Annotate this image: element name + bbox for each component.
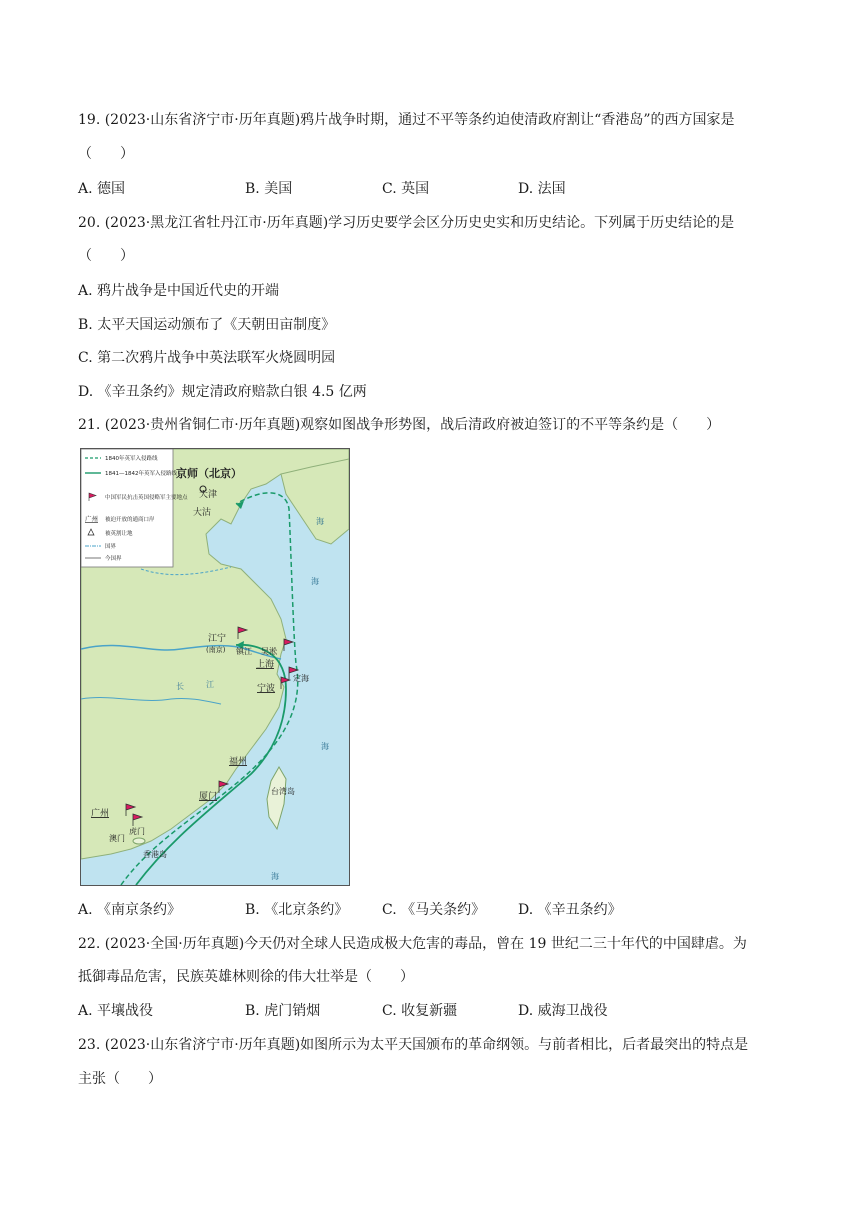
label-taiwan: 台湾岛 xyxy=(271,787,295,796)
legend-item-2: 1841—1842年英军入侵路线 xyxy=(105,471,177,477)
q23-stem-line1: 23. (2023·山东省济宁市·历年真题)如图所示为太平天国颁布的革命纲领。与前者相比，后者最突出的特点是 xyxy=(78,1037,749,1053)
river-char-1: 长 xyxy=(176,682,184,691)
label-jingshi: 京师（北京） xyxy=(176,467,242,480)
q19-option-d: D. 法国 xyxy=(518,181,566,197)
sea-label-1: 海 xyxy=(316,517,324,526)
q19-option-b: B. 美国 xyxy=(245,181,293,197)
war-situation-map xyxy=(80,448,350,886)
q20-paren: （ ） xyxy=(78,248,134,264)
label-xiamen: 厦门 xyxy=(199,792,218,802)
q22-option-a: A. 平壤战役 xyxy=(78,1003,154,1019)
q22-stem-line1: 22. (2023·全国·历年真题)今天仍对全球人民造成极大危害的毒品，曾在 19 世纪二三十年代的中国肆虐。为 xyxy=(78,936,747,952)
q19-option-c: C. 英国 xyxy=(382,181,430,197)
label-dagu: 大沽 xyxy=(193,508,212,518)
sea-label-3: 海 xyxy=(321,742,329,751)
legend-item-5: 被英割让地 xyxy=(105,531,133,537)
q20-stem: 20. (2023·黑龙江省牡丹江市·历年真题)学习历史要学会区分历史史实和历史结论。下列属于历史结论的是 xyxy=(78,215,735,231)
river-char-2: 江 xyxy=(206,680,214,689)
q21-stem: 21. (2023·贵州省铜仁市·历年真题)观察如图战争形势图，战后清政府被迫签订的不平等条约是（ ） xyxy=(78,417,721,433)
q19-option-a: A. 德国 xyxy=(78,181,126,197)
label-dinghai: 定海 xyxy=(293,674,309,683)
label-hongkong: 香港岛 xyxy=(143,850,167,859)
legend-item-1: 1840年英军入侵路线 xyxy=(105,456,158,462)
label-tianjin: 天津 xyxy=(199,490,218,500)
q21-option-a: A. 《南京条约》 xyxy=(78,902,182,918)
label-wusong: 吴淞 xyxy=(261,647,277,656)
q19-paren: （ ） xyxy=(78,146,134,162)
label-macau: 澳门 xyxy=(109,834,125,843)
map-land-northeast xyxy=(281,459,349,544)
label-shanghai: 上海 xyxy=(256,660,275,670)
label-nanjing-note: (南京) xyxy=(206,646,226,654)
q19-stem: 19. (2023·山东省济宁市·历年真题)鸦片战争时期，通过不平等条约迫使清政府割让“香港岛”的西方国家是 xyxy=(78,112,735,128)
map-taiwan xyxy=(267,767,286,829)
legend-port-sample: 广州 xyxy=(85,515,98,523)
q20-option-b: B. 太平天国运动颁布了《天朝田亩制度》 xyxy=(78,317,336,333)
sea-label-4: 海 xyxy=(271,872,279,881)
legend-item-6: 国界 xyxy=(105,544,117,550)
q20-option-d: D. 《辛丑条约》规定清政府赔款白银 4.5 亿两 xyxy=(78,384,367,400)
label-humen: 虎门 xyxy=(129,827,145,836)
q22-option-d: D. 威海卫战役 xyxy=(518,1003,608,1019)
label-zhenjiang: 镇江 xyxy=(236,647,252,656)
q20-option-a: A. 鸦片战争是中国近代史的开端 xyxy=(78,283,280,299)
label-guangzhou: 广州 xyxy=(91,809,110,819)
label-jiangning: 江宁 xyxy=(208,634,227,644)
label-fuzhou: 福州 xyxy=(229,757,248,767)
q22-option-b: B. 虎门销烟 xyxy=(245,1003,321,1019)
q22-option-c: C. 收复新疆 xyxy=(382,1003,458,1019)
legend-item-3: 中国军民抗击英国侵略军主要地点 xyxy=(105,495,188,501)
q22-stem-line2: 抵御毒品危害，民族英雄林则徐的伟大壮举是（ ） xyxy=(78,969,414,985)
q21-option-c: C. 《马关条约》 xyxy=(382,902,486,918)
q23-stem-line2: 主张（ ） xyxy=(78,1071,162,1087)
legend-item-4: 被迫开放的通商口岸 xyxy=(105,517,155,523)
sea-label-2: 海 xyxy=(311,577,319,586)
legend-item-7: 今国界 xyxy=(105,556,122,562)
q21-option-b: B. 《北京条约》 xyxy=(245,902,349,918)
map-legend xyxy=(81,449,173,567)
label-ningbo: 宁波 xyxy=(257,684,276,694)
q21-option-d: D. 《辛丑条约》 xyxy=(518,902,622,918)
q20-option-c: C. 第二次鸦片战争中英法联军火烧圆明园 xyxy=(78,350,336,366)
